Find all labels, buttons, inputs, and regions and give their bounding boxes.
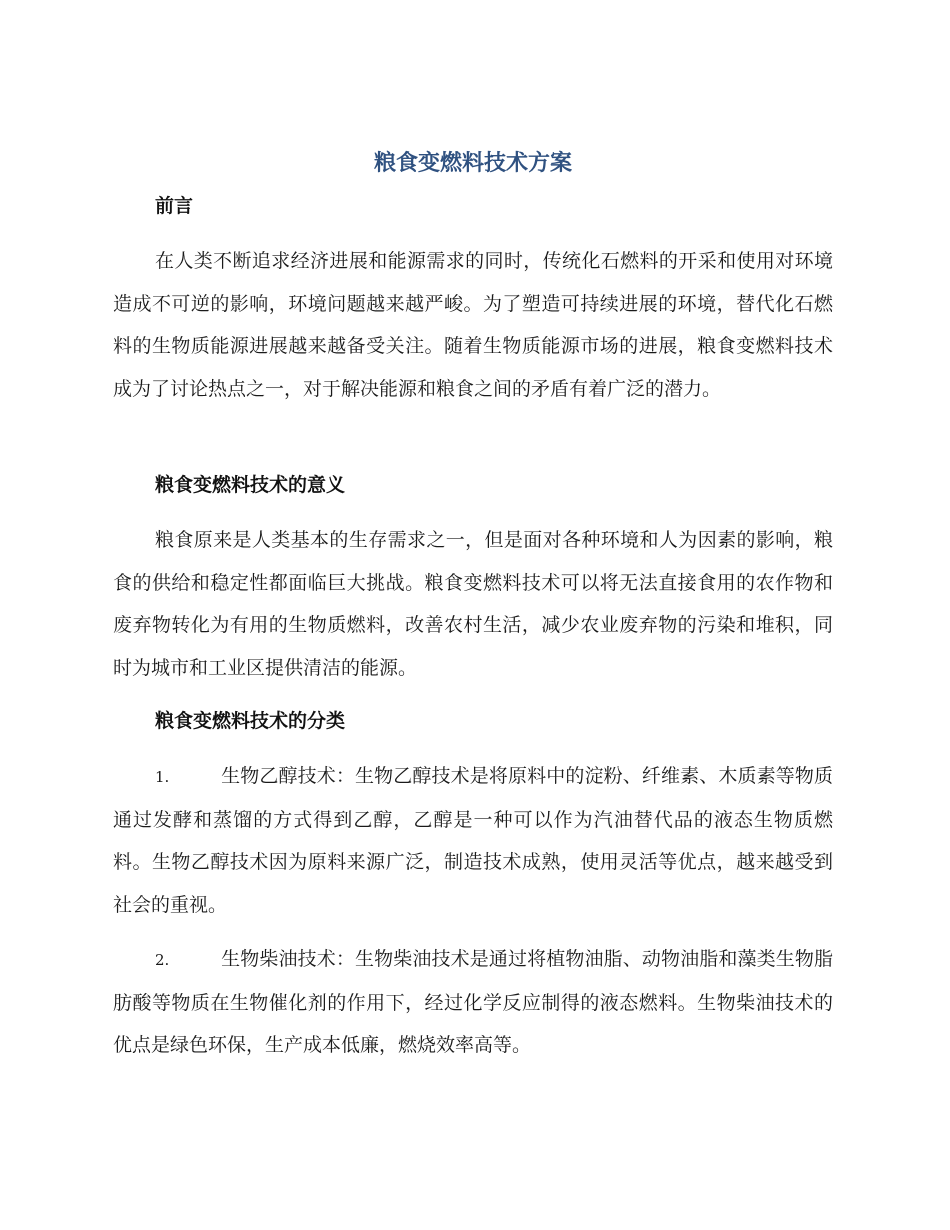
list-item-text: 生物柴油技术：生物柴油技术是通过将植物油脂、动物油脂和藻类生物脂肪酸等物质在生物催化剂的作用下，经过化学反应制得的液态燃料。生物柴油技术的优点是绿色环保，生产成本低廉，燃烧效率高等。: [113, 948, 833, 1056]
preface-paragraph: 在人类不断追求经济进展和能源需求的同时，传统化石燃料的开采和使用对环境造成不可逆的影响，环境问题越来越严峻。为了塑造可持续进展的环境，替代化石燃料的生物质能源进展越来越备受关注。随着生物质能源市场的进展，粮食变燃料技术成为了讨论热点之一，对于解决能源和粮食之间的矛盾有着广泛的潜力。: [113, 250, 833, 400]
list-item-text: 生物乙醇技术：生物乙醇技术是将原料中的淀粉、纤维素、木质素等物质通过发酵和蒸馏的方式得到乙醇，乙醇是一种可以作为汽油替代品的液态生物质燃料。生物乙醇技术因为原料来源广泛，制造技术成熟，使用灵活等优点，越来越受到社会的重视。: [113, 765, 833, 916]
list-item-biodiesel: [113, 938, 833, 1067]
document-page: [113, 0, 833, 1230]
list-item-bioethanol: [113, 755, 833, 926]
section-heading-significance: 粮食变燃料技术的意义: [155, 474, 346, 496]
list-number: 2.: [155, 951, 170, 969]
list-number: 1.: [155, 768, 170, 786]
section-heading-preface: 前言: [155, 195, 194, 217]
section-heading-classification: 粮食变燃料技术的分类: [155, 710, 346, 732]
significance-paragraph: 粮食原来是人类基本的生存需求之一，但是面对各种环境和人为因素的影响，粮食的供给和稳定性都面临巨大挑战。粮食变燃料技术可以将无法直接食用的农作物和废弃物转化为有用的生物质燃料，改善农村生活，减少农业废弃物的污染和堆积，同时为城市和工业区提供清洁的能源。: [113, 529, 833, 679]
document-title: 粮食变燃料技术方案: [373, 151, 572, 176]
